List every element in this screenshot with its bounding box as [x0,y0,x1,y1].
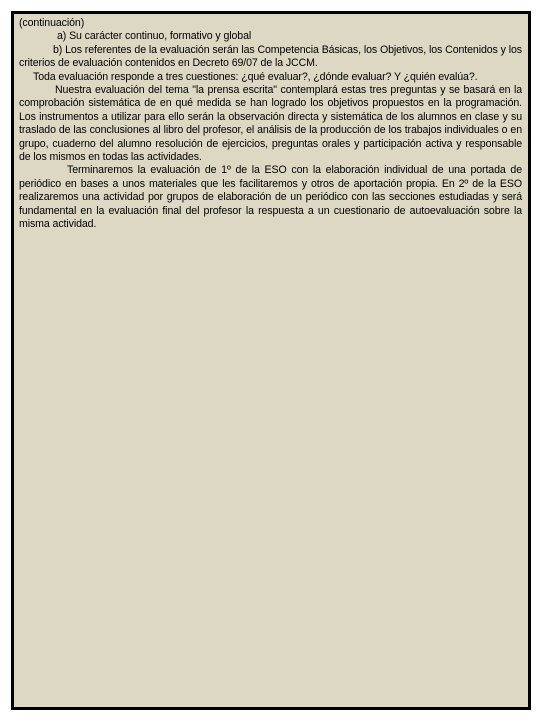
list-item-a: a) Su carácter continuo, formativo y global [57,30,252,43]
list-item-b: b) Los referentes de la evaluación serán las Competencia Básicas, los Objetivos, los Contenidos y los criterios de evaluación contenidos en Decreto 69/07 de la JCCM. [19,43,522,70]
document-frame [11,11,531,710]
continuation-label: (continuación) [19,17,85,29]
paragraph-instruments: Nuestra evaluación del tema "la prensa escrita" contemplará estas tres preguntas y se basará en la comprobación sistemática de en qué medida se han logrado los objetivos propuestos en la programación. Los instrumentos a utilizar para ello serán la observación directa y sistemática de los alumnos en clase y su traslado de las conclusiones al libro del profesor, el análisis de la producción de los trabajos individuales o en grupo, cuaderno del alumno resolución de ejercicios, preguntas orales y participación activa y responsable de los mismos en todas las actividades. [19,84,522,164]
paragraph-final: Terminaremos la evaluación de 1º de la ESO con la elaboración individual de una portada de periódico en bases a unos materiales que les facilitaremos y otros de aportación propia. En 2º de la ESO realizaremos una actividad por grupos de elaboración de un periódico con las secciones estudiadas y será fundamental en la evaluación final del profesor la respuesta a un cuestionario de autoevaluación sobre la misma actividad. [19,164,522,231]
paragraph-questions: Toda evaluación responde a tres cuestiones: ¿qué evaluar?, ¿dónde evaluar? Y ¿quién evalúa?. [33,70,478,83]
document-text [19,17,522,232]
